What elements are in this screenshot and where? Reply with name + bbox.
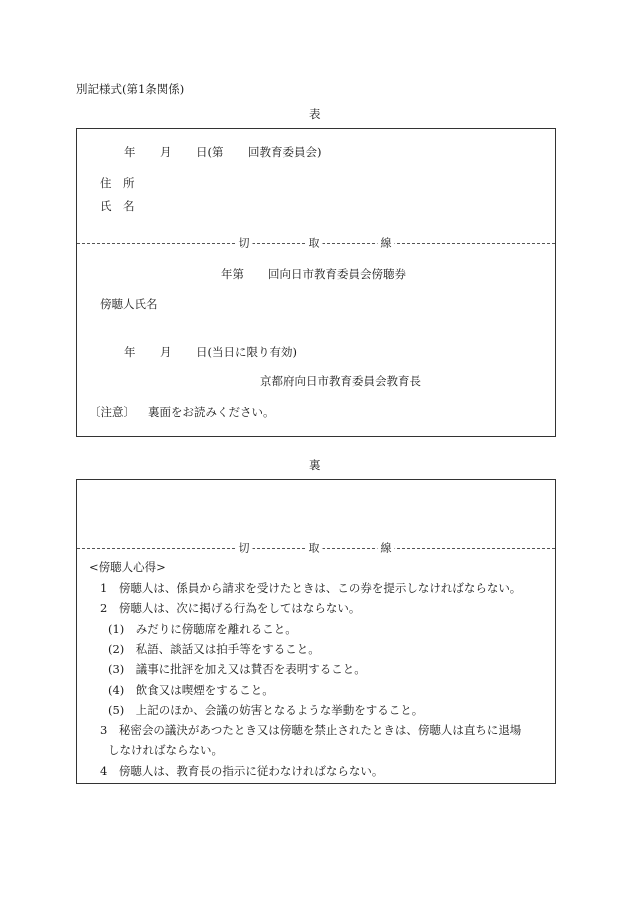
meeting-year-label: 年 [124,145,136,159]
back-cut-label-right: 線 [378,543,395,554]
sub-rule-4: (4) 飲食又は喫煙をすること。 [108,683,274,697]
rule-2: 2 傍聴人は、次に掲げる行為をしてはならない。 [100,601,361,615]
address-label: 住 所 [100,176,135,190]
meeting-day-session-label: 日(第 [196,145,224,159]
rules-title: <傍聴人心得> [89,560,166,574]
back-cut-label-left: 切 [236,543,253,554]
ticket-title-year: 年第 [221,267,244,281]
validity-month-label: 月 [160,345,172,359]
note-label: 〔注意〕 [89,405,135,419]
meeting-month-label: 月 [160,145,172,159]
issuer-label: 京都府向日市教育委員会教育長 [260,374,421,388]
name-label: 氏 名 [100,199,135,213]
front-cut-label-center: 取 [306,238,323,249]
front-heading: 表 [309,107,321,121]
sub-rule-2: (2) 私語、談話又は拍手等をすること。 [108,642,320,656]
back-heading: 裏 [309,458,321,472]
rule-3-line-2: しなければならない。 [108,743,223,757]
front-ticket-box [76,128,556,437]
sub-rule-1: (1) みだりに傍聴席を離れること。 [108,622,297,636]
back-cut-label-center: 取 [306,543,323,554]
validity-day-label: 日(当日に限り有効) [196,345,297,359]
attendee-name-label: 傍聴人氏名 [100,297,158,311]
rule-4: 4 傍聴人は、教育長の指示に従わなければならない。 [100,764,384,778]
meeting-name-label: 回教育委員会) [248,145,322,159]
note-text: 裏面をお読みください。 [148,405,275,419]
rule-1: 1 傍聴人は、係員から請求を受けたときは、この券を提示しなければならない。 [100,581,522,595]
front-cut-label-left: 切 [236,238,253,249]
front-cut-label-right: 線 [378,238,395,249]
rule-3-line-1: 3 秘密会の議決があつたとき又は傍聴を禁止されたときは、傍聴人は直ちに退場 [100,723,522,737]
form-label: 別記様式(第1条関係) [76,82,185,96]
ticket-title-text: 回向日市教育委員会傍聴券 [268,267,406,281]
validity-year-label: 年 [124,345,136,359]
sub-rule-5: (5) 上記のほか、会議の妨害となるような挙動をすること。 [108,703,424,717]
sub-rule-3: (3) 議事に批評を加え又は賛否を表明すること。 [108,662,366,676]
